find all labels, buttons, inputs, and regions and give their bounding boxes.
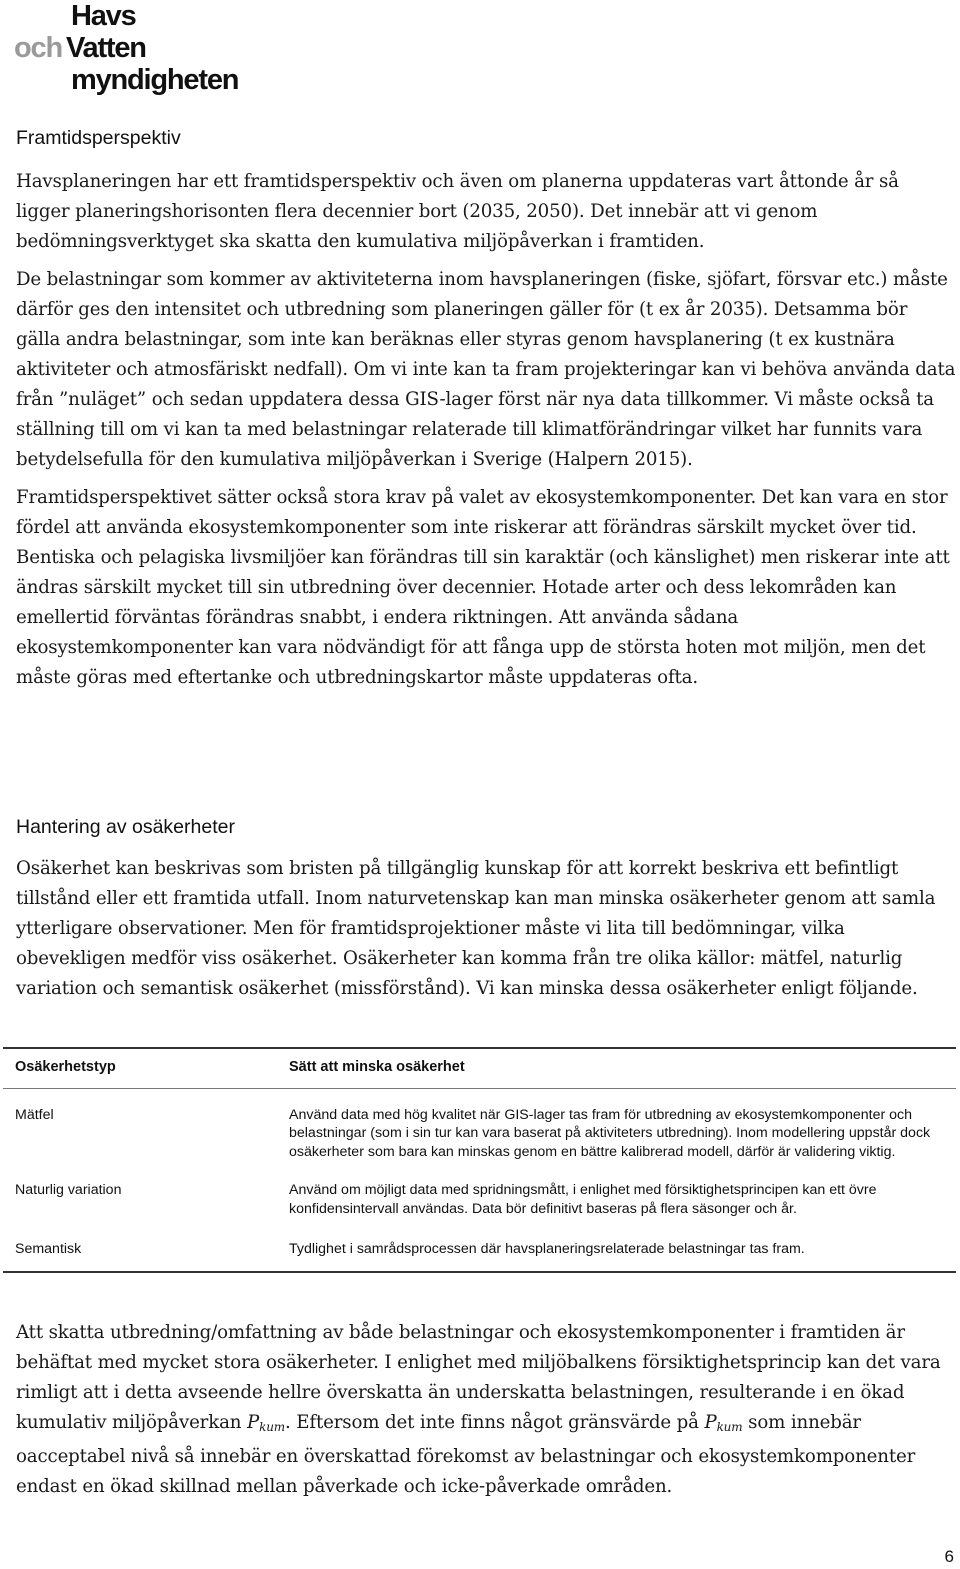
table-cell-type: Naturlig variation (15, 1182, 122, 1198)
table-header-type: Osäkerhetstyp (15, 1059, 116, 1075)
logo-vatten: Vatten (65, 32, 146, 64)
table-row (3, 1088, 956, 1171)
page-number: 6 (944, 1547, 954, 1566)
paragraph: Havsplaneringen har ett framtidsperspektiv och även om planerna uppdateras vart åttonde år så ligger planeringshorisonten flera decennier bort (2035, 2050). Det innebär att vi genom bedömningsverktyget ska skatta den kumulativa miljöpåverkan i framtiden. (16, 171, 899, 252)
table-header-method: Sätt att minska osäkerhet (289, 1059, 465, 1075)
logo-och: och (14, 32, 62, 64)
section-framtidsperspektiv-body (16, 167, 956, 693)
closing-text-part2: . Eftersom det inte finns något gränsvärde på (285, 1412, 705, 1433)
table-row (3, 1171, 956, 1228)
table-cell-type: Semantisk (15, 1241, 82, 1257)
logo-line-havs: Havs (71, 0, 136, 32)
havs-och-vatten-logo (14, 0, 238, 96)
table-cell-method: Använd om möjligt data med spridningsmått, i enlighet med försiktighetsprincipen kan ett övre konfidensintervall användas. Data bör definitivt baseras på flera säsonger och år. (289, 1182, 877, 1217)
paragraph: Framtidsperspektivet sätter också stora krav på valet av ekosystemkomponenter. Det kan vara en stor fördel att använda ekosystemkomponenter som inte riskerar att förändras särskilt mycket över tid. Bentiska och pelagiska livsmiljöer kan förändras till sin karaktär (och känslighet) men riskerar inte att ändras särskilt mycket till sin utbredning över decennier. Hotade arter och dess lekområden kan emellertid förväntas förändras snabbt, i endera riktningen. Att använda sådana ekosystemkomponenter kan vara nödvändigt för att fånga upp de största hoten mot miljön, men det måste göras med eftertanke och utbredningskartor måste uppdateras ofta. (16, 487, 950, 688)
table-cell-type: Mätfel (15, 1106, 54, 1123)
closing-paragraph-container (16, 1318, 956, 1502)
uncertainty-table (3, 1047, 956, 1273)
p-kum-symbol: $P_{kum}$ (246, 1412, 286, 1434)
logo-line-och-vatten (14, 32, 238, 64)
table-cell-method: Tydlighet i samrådsprocessen där havsplaneringsrelaterade belastningar tas fram. (289, 1241, 805, 1257)
paragraph: Osäkerhet kan beskrivas som bristen på tillgänglig kunskap för att korrekt beskriva ett befintligt tillstånd eller ett framtida utfall. Inom naturvetenskap kan man minska osäkerheter genom att samla ytterligare observationer. Men för framtidsprojektioner måste vi lita till bedömningar, vilka obevekligen medför viss osäkerhet. Osäkerheter kan komma från tre olika källor: mätfel, naturlig variation och semantisk osäkerhet (missförstånd). Vi kan minska dessa osäkerheter enligt följande. (16, 858, 936, 999)
paragraph: De belastningar som kommer av aktiviteterna inom havsplaneringen (fiske, sjöfart, försvar etc.) måste därför ges den intensitet och utbredning som planeringen gäller för (t ex år 2035). Detsamma bör gälla andra belastningar, som inte kan beräknas eller styras genom havsplanering (t ex kustnära aktiviteter och atmosfäriskt nedfall). Om vi inte kan ta fram projekteringar kan vi behöva använda data från ”nuläget” och sedan uppdatera dessa GIS-lager först när nya data tillkommer. Vi måste också ta ställning till om vi kan ta med belastningar relaterade till klimatförändringar vilket har funnits vara betydelsefulla för den kumulativa miljöpåverkan i Sverige (Halpern 2015). (16, 269, 956, 470)
heading-framtidsperspektiv: Framtidsperspektiv (16, 127, 181, 149)
closing-text-part3: som innebär oacceptabel nivå så innebär en överskattad förekomst av belastningar och ekosystemkomponenter endast en ökad skillnad mellan påverkade och icke-påverkade områden. (16, 1412, 916, 1497)
logo-line-myndigheten: myndigheten (71, 64, 239, 96)
section-osakerheter-body (16, 854, 956, 1004)
closing-text-part1: Att skatta utbredning/omfattning av både belastningar och ekosystemkomponenter i framtiden är behäftat med mycket stora osäkerheter. I enlighet med miljöbalkens försiktighetsprincip kan det vara rimligt att i detta avseende hellre överskatta än underskatta belastningen, resulterande i en ökad kumulativ miljöpåverkan (16, 1322, 941, 1433)
p-kum-symbol: $P_{kum}$ (704, 1412, 743, 1434)
heading-hantering-av-osakerheter: Hantering av osäkerheter (16, 816, 235, 838)
table-cell-method: Använd data med hög kvalitet när GIS-lager tas fram för utbredning av ekosystemkomponenter och belastningar (som i sin tur kan vara baserat på aktiviteters utbredning). Inom modellering uppstår dock osäkerheter som bara kan minskas genom en bättre kalibrerad modell, därför är validering viktig. (289, 1106, 931, 1160)
table-header-row (3, 1048, 956, 1088)
closing-paragraph (16, 1318, 956, 1502)
table-row (3, 1228, 956, 1272)
